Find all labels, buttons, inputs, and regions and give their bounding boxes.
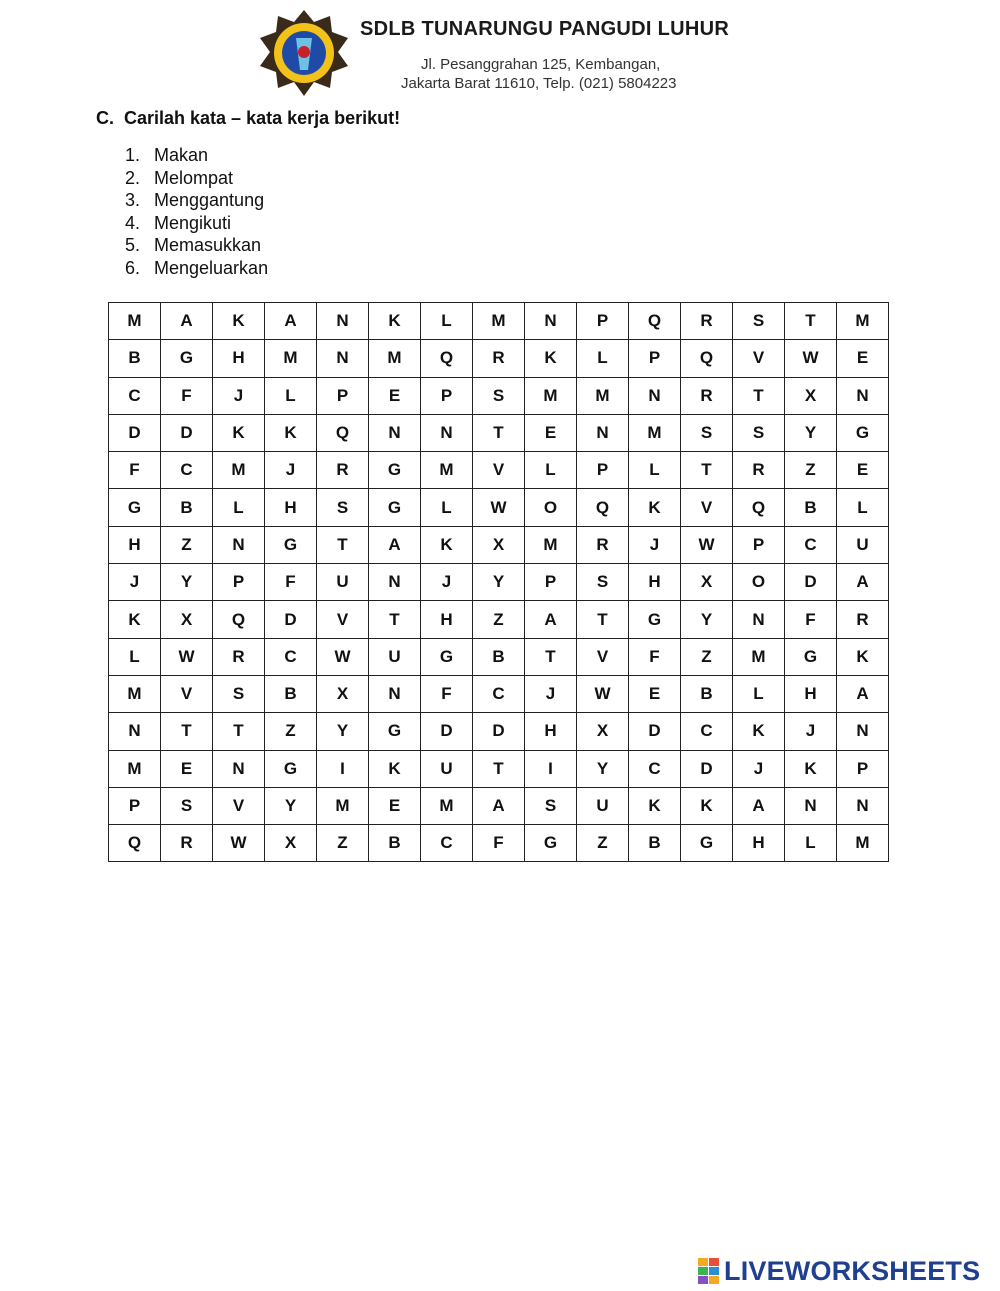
instruction	[96, 108, 400, 129]
grid-cell[interactable]: R	[213, 638, 265, 675]
grid-cell[interactable]: F	[785, 601, 837, 638]
grid-cell[interactable]: A	[525, 601, 577, 638]
grid-cell[interactable]: G	[837, 414, 889, 451]
grid-cell[interactable]: A	[265, 303, 317, 340]
grid-cell[interactable]: V	[213, 787, 265, 824]
grid-cell[interactable]: B	[785, 489, 837, 526]
grid-cell[interactable]: G	[369, 713, 421, 750]
grid-cell[interactable]: G	[421, 638, 473, 675]
grid-cell[interactable]: K	[785, 750, 837, 787]
grid-cell[interactable]: D	[473, 713, 525, 750]
grid-cell[interactable]: H	[785, 675, 837, 712]
grid-cell[interactable]: K	[369, 303, 421, 340]
grid-cell[interactable]: H	[733, 825, 785, 862]
grid-cell[interactable]: Q	[733, 489, 785, 526]
grid-cell[interactable]: R	[317, 452, 369, 489]
grid-cell[interactable]: G	[265, 526, 317, 563]
grid-cell[interactable]: G	[369, 452, 421, 489]
grid-cell[interactable]: L	[109, 638, 161, 675]
grid-row	[109, 825, 889, 862]
grid-cell[interactable]: Y	[681, 601, 733, 638]
grid-cell[interactable]: P	[577, 452, 629, 489]
grid-cell[interactable]: Z	[785, 452, 837, 489]
grid-cell[interactable]: L	[213, 489, 265, 526]
grid-row	[109, 564, 889, 601]
grid-cell[interactable]: S	[473, 377, 525, 414]
grid-cell[interactable]: D	[421, 713, 473, 750]
grid-cell[interactable]: B	[109, 340, 161, 377]
grid-cell[interactable]: B	[161, 489, 213, 526]
grid-cell[interactable]: A	[369, 526, 421, 563]
grid-cell[interactable]: K	[629, 489, 681, 526]
grid-cell[interactable]: L	[421, 303, 473, 340]
grid-cell[interactable]: R	[577, 526, 629, 563]
word-list-item	[125, 234, 268, 257]
grid-cell[interactable]: M	[525, 377, 577, 414]
grid-cell[interactable]: O	[525, 489, 577, 526]
grid-cell[interactable]: D	[629, 713, 681, 750]
grid-cell[interactable]: V	[733, 340, 785, 377]
grid-row	[109, 414, 889, 451]
grid-cell[interactable]: G	[785, 638, 837, 675]
grid-cell[interactable]: Z	[317, 825, 369, 862]
grid-cell[interactable]: U	[369, 638, 421, 675]
grid-cell[interactable]: M	[421, 787, 473, 824]
grid-cell[interactable]: N	[317, 303, 369, 340]
grid-cell[interactable]: C	[421, 825, 473, 862]
grid-cell[interactable]: T	[213, 713, 265, 750]
grid-cell[interactable]: E	[837, 452, 889, 489]
grid-cell[interactable]: Y	[317, 713, 369, 750]
grid-cell[interactable]: A	[733, 787, 785, 824]
grid-cell[interactable]: C	[109, 377, 161, 414]
grid-cell[interactable]: N	[837, 377, 889, 414]
grid-cell[interactable]: W	[213, 825, 265, 862]
grid-cell[interactable]: K	[265, 414, 317, 451]
grid-cell[interactable]: D	[265, 601, 317, 638]
word-list-item	[125, 257, 268, 280]
grid-cell[interactable]: G	[265, 750, 317, 787]
grid-cell[interactable]: Q	[681, 340, 733, 377]
grid-row	[109, 713, 889, 750]
grid-row	[109, 489, 889, 526]
grid-cell[interactable]: F	[473, 825, 525, 862]
grid-cell[interactable]: P	[733, 526, 785, 563]
grid-cell[interactable]: F	[161, 377, 213, 414]
grid-cell[interactable]: N	[629, 377, 681, 414]
grid-cell[interactable]: S	[577, 564, 629, 601]
grid-cell[interactable]: K	[733, 713, 785, 750]
word-number: 1.	[125, 145, 141, 165]
grid-cell[interactable]: U	[317, 564, 369, 601]
grid-cell[interactable]: K	[681, 787, 733, 824]
grid-cell[interactable]: Q	[213, 601, 265, 638]
grid-cell[interactable]: S	[525, 787, 577, 824]
grid-cell[interactable]: H	[525, 713, 577, 750]
word-search-grid	[108, 302, 889, 862]
grid-row	[109, 638, 889, 675]
word-text: Menggantung	[154, 190, 265, 211]
grid-cell[interactable]: F	[109, 452, 161, 489]
grid-cell[interactable]: H	[109, 526, 161, 563]
word-list-item	[125, 189, 268, 212]
grid-cell[interactable]: E	[161, 750, 213, 787]
grid-cell[interactable]: F	[421, 675, 473, 712]
grid-row	[109, 675, 889, 712]
grid-cell[interactable]: H	[629, 564, 681, 601]
grid-cell[interactable]: B	[265, 675, 317, 712]
grid-row	[109, 452, 889, 489]
grid-cell[interactable]: T	[317, 526, 369, 563]
grid-cell[interactable]: L	[733, 675, 785, 712]
grid-cell[interactable]: G	[161, 340, 213, 377]
grid-cell[interactable]: P	[837, 750, 889, 787]
grid-cell[interactable]: B	[369, 825, 421, 862]
grid-cell[interactable]: D	[161, 414, 213, 451]
grid-cell[interactable]: M	[837, 825, 889, 862]
grid-cell[interactable]: P	[525, 564, 577, 601]
grid-cell[interactable]: T	[577, 601, 629, 638]
grid-cell[interactable]: M	[421, 452, 473, 489]
grid-cell[interactable]: A	[161, 303, 213, 340]
grid-cell[interactable]: Y	[265, 787, 317, 824]
grid-row	[109, 526, 889, 563]
grid-cell[interactable]: P	[213, 564, 265, 601]
grid-cell[interactable]: R	[473, 340, 525, 377]
grid-cell[interactable]: I	[317, 750, 369, 787]
grid-cell[interactable]: F	[265, 564, 317, 601]
grid-cell[interactable]: M	[525, 526, 577, 563]
instruction-text: Carilah kata – kata kerja berikut!	[124, 108, 401, 128]
grid-row	[109, 340, 889, 377]
grid-cell[interactable]: Z	[265, 713, 317, 750]
grid-cell[interactable]: N	[369, 414, 421, 451]
grid-cell[interactable]: K	[213, 303, 265, 340]
grid-cell[interactable]: W	[161, 638, 213, 675]
grid-cell[interactable]: X	[473, 526, 525, 563]
grid-cell[interactable]: U	[837, 526, 889, 563]
word-number: 5.	[125, 235, 141, 256]
grid-cell[interactable]: T	[161, 713, 213, 750]
grid-cell[interactable]: M	[317, 787, 369, 824]
grid-cell[interactable]: J	[213, 377, 265, 414]
school-logo	[258, 8, 350, 98]
grid-cell[interactable]: Q	[421, 340, 473, 377]
grid-cell[interactable]: N	[421, 414, 473, 451]
grid-cell[interactable]: N	[785, 787, 837, 824]
grid-cell[interactable]: J	[733, 750, 785, 787]
grid-cell[interactable]: D	[785, 564, 837, 601]
grid-cell[interactable]: V	[681, 489, 733, 526]
grid-cell[interactable]: K	[525, 340, 577, 377]
grid-cell[interactable]: P	[421, 377, 473, 414]
footer-brand	[698, 1256, 980, 1286]
grid-cell[interactable]: C	[473, 675, 525, 712]
grid-cell[interactable]: W	[785, 340, 837, 377]
grid-cell[interactable]: R	[681, 377, 733, 414]
grid-cell[interactable]: L	[629, 452, 681, 489]
grid-cell[interactable]: I	[525, 750, 577, 787]
grid-cell[interactable]: R	[161, 825, 213, 862]
grid-cell[interactable]: N	[369, 675, 421, 712]
grid-cell[interactable]: B	[629, 825, 681, 862]
grid-cell[interactable]: M	[577, 377, 629, 414]
grid-cell[interactable]: N	[369, 564, 421, 601]
liveworksheets-logo-icon	[698, 1258, 720, 1284]
grid-cell[interactable]: N	[837, 787, 889, 824]
grid-cell[interactable]: G	[369, 489, 421, 526]
grid-cell[interactable]: J	[109, 564, 161, 601]
grid-cell[interactable]: M	[109, 303, 161, 340]
grid-cell[interactable]: N	[213, 750, 265, 787]
grid-cell[interactable]: M	[837, 303, 889, 340]
address-line-1: Jl. Pesanggrahan 125, Kembangan,	[421, 56, 661, 73]
grid-cell[interactable]: A	[837, 675, 889, 712]
grid-cell[interactable]: R	[681, 303, 733, 340]
grid-cell[interactable]: M	[265, 340, 317, 377]
grid-cell[interactable]: W	[577, 675, 629, 712]
grid-cell[interactable]: R	[733, 452, 785, 489]
grid-cell[interactable]: H	[421, 601, 473, 638]
word-list-item	[125, 212, 268, 235]
grid-cell[interactable]: Z	[577, 825, 629, 862]
grid-cell[interactable]: T	[681, 452, 733, 489]
grid-cell[interactable]: N	[577, 414, 629, 451]
grid-cell[interactable]: T	[473, 414, 525, 451]
grid-cell[interactable]: X	[265, 825, 317, 862]
grid-cell[interactable]: K	[213, 414, 265, 451]
word-number: 3.	[125, 190, 141, 211]
grid-cell[interactable]: O	[733, 564, 785, 601]
grid-row	[109, 303, 889, 340]
grid-cell[interactable]: K	[629, 787, 681, 824]
grid-cell[interactable]: N	[317, 340, 369, 377]
grid-cell[interactable]: V	[317, 601, 369, 638]
grid-cell[interactable]: L	[577, 340, 629, 377]
grid-cell[interactable]: N	[733, 601, 785, 638]
grid-cell[interactable]: X	[161, 601, 213, 638]
grid-cell[interactable]: X	[785, 377, 837, 414]
grid-cell[interactable]: K	[837, 638, 889, 675]
grid-cell[interactable]: M	[733, 638, 785, 675]
grid-cell[interactable]: T	[525, 638, 577, 675]
grid-cell[interactable]: H	[213, 340, 265, 377]
grid-cell[interactable]: E	[369, 787, 421, 824]
grid-cell[interactable]: X	[681, 564, 733, 601]
grid-cell[interactable]: T	[785, 303, 837, 340]
grid-cell[interactable]: G	[525, 825, 577, 862]
grid-cell[interactable]: S	[681, 414, 733, 451]
grid-cell[interactable]: Z	[681, 638, 733, 675]
grid-cell[interactable]: T	[733, 377, 785, 414]
grid-cell[interactable]: K	[369, 750, 421, 787]
grid-cell[interactable]: E	[837, 340, 889, 377]
word-list	[125, 144, 268, 280]
word-list-item	[125, 167, 268, 190]
grid-cell[interactable]: M	[109, 750, 161, 787]
grid-cell[interactable]: Q	[109, 825, 161, 862]
grid-cell[interactable]: X	[577, 713, 629, 750]
grid-cell[interactable]: W	[681, 526, 733, 563]
grid-cell[interactable]: C	[629, 750, 681, 787]
grid-cell[interactable]: Q	[629, 303, 681, 340]
grid-cell[interactable]: L	[265, 377, 317, 414]
grid-cell[interactable]: J	[265, 452, 317, 489]
grid-cell[interactable]: N	[837, 713, 889, 750]
grid-cell[interactable]: M	[109, 675, 161, 712]
liveworksheets-brand: LIVEWORKSHEETS	[724, 1255, 981, 1286]
grid-row	[109, 601, 889, 638]
word-number: 2.	[125, 167, 141, 188]
grid-cell[interactable]: R	[837, 601, 889, 638]
grid-cell[interactable]: E	[629, 675, 681, 712]
grid-cell[interactable]: S	[733, 303, 785, 340]
grid-cell[interactable]: S	[161, 787, 213, 824]
grid-cell[interactable]: C	[161, 452, 213, 489]
grid-cell[interactable]: T	[473, 750, 525, 787]
word-text: Memasukkan	[154, 235, 262, 256]
grid-cell[interactable]: Z	[161, 526, 213, 563]
grid-cell[interactable]: D	[681, 750, 733, 787]
grid-cell[interactable]: S	[733, 414, 785, 451]
grid-row	[109, 787, 889, 824]
word-text: Mengeluarkan	[154, 257, 269, 278]
grid-cell[interactable]: J	[629, 526, 681, 563]
word-number: 4.	[125, 212, 141, 233]
grid-cell[interactable]: Y	[577, 750, 629, 787]
grid-cell[interactable]: J	[525, 675, 577, 712]
grid-cell[interactable]: L	[525, 452, 577, 489]
grid-cell[interactable]: V	[577, 638, 629, 675]
grid-cell[interactable]: P	[109, 787, 161, 824]
grid-cell[interactable]: P	[629, 340, 681, 377]
grid-cell[interactable]: S	[317, 489, 369, 526]
grid-cell[interactable]: S	[213, 675, 265, 712]
school-name: SDLB TUNARUNGU PANGUDI LUHUR	[360, 18, 730, 40]
grid-row	[109, 377, 889, 414]
grid-cell[interactable]: M	[213, 452, 265, 489]
address-line-2: Jakarta Barat 11610, Telp. (021) 5804223	[401, 75, 677, 92]
grid-cell[interactable]: Z	[473, 601, 525, 638]
grid-cell[interactable]: N	[525, 303, 577, 340]
grid-cell[interactable]: L	[421, 489, 473, 526]
grid-cell[interactable]: Q	[577, 489, 629, 526]
grid-cell[interactable]: C	[681, 713, 733, 750]
grid-cell[interactable]: K	[421, 526, 473, 563]
grid-cell[interactable]: E	[525, 414, 577, 451]
grid-cell[interactable]: P	[577, 303, 629, 340]
grid-cell[interactable]: E	[369, 377, 421, 414]
grid-cell[interactable]: L	[785, 825, 837, 862]
grid-cell[interactable]: W	[473, 489, 525, 526]
grid-cell[interactable]: K	[109, 601, 161, 638]
grid-cell[interactable]: J	[785, 713, 837, 750]
grid-cell[interactable]: B	[473, 638, 525, 675]
grid-cell[interactable]: P	[317, 377, 369, 414]
grid-cell[interactable]: J	[421, 564, 473, 601]
grid-cell[interactable]: B	[681, 675, 733, 712]
grid-cell[interactable]: T	[369, 601, 421, 638]
grid-cell[interactable]: Y	[785, 414, 837, 451]
instruction-letter: C.	[96, 108, 114, 128]
grid-cell[interactable]: U	[421, 750, 473, 787]
word-text: Mengikuti	[154, 212, 232, 233]
grid-cell[interactable]: M	[473, 303, 525, 340]
grid-cell[interactable]: N	[213, 526, 265, 563]
grid-cell[interactable]: F	[629, 638, 681, 675]
grid-cell[interactable]: W	[317, 638, 369, 675]
grid-row	[109, 750, 889, 787]
grid-cell[interactable]: C	[785, 526, 837, 563]
grid-cell[interactable]: Y	[473, 564, 525, 601]
word-text: Makan	[154, 145, 209, 165]
grid-cell[interactable]: N	[109, 713, 161, 750]
grid-cell[interactable]: V	[473, 452, 525, 489]
grid-cell[interactable]: Q	[317, 414, 369, 451]
grid-cell[interactable]: A	[837, 564, 889, 601]
grid-cell[interactable]: G	[109, 489, 161, 526]
word-number: 6.	[125, 257, 141, 278]
word-list-item	[125, 144, 268, 167]
grid-cell[interactable]: L	[837, 489, 889, 526]
grid-cell[interactable]: G	[681, 825, 733, 862]
grid-cell[interactable]: D	[109, 414, 161, 451]
school-header	[258, 8, 758, 98]
grid-cell[interactable]: H	[265, 489, 317, 526]
grid-cell[interactable]: V	[161, 675, 213, 712]
grid-cell[interactable]: M	[629, 414, 681, 451]
grid-cell[interactable]: G	[629, 601, 681, 638]
grid-cell[interactable]: C	[265, 638, 317, 675]
grid-cell[interactable]: U	[577, 787, 629, 824]
grid-cell[interactable]: Y	[161, 564, 213, 601]
grid-cell[interactable]: X	[317, 675, 369, 712]
grid-cell[interactable]: A	[473, 787, 525, 824]
word-text: Melompat	[154, 167, 234, 188]
grid-cell[interactable]: M	[369, 340, 421, 377]
